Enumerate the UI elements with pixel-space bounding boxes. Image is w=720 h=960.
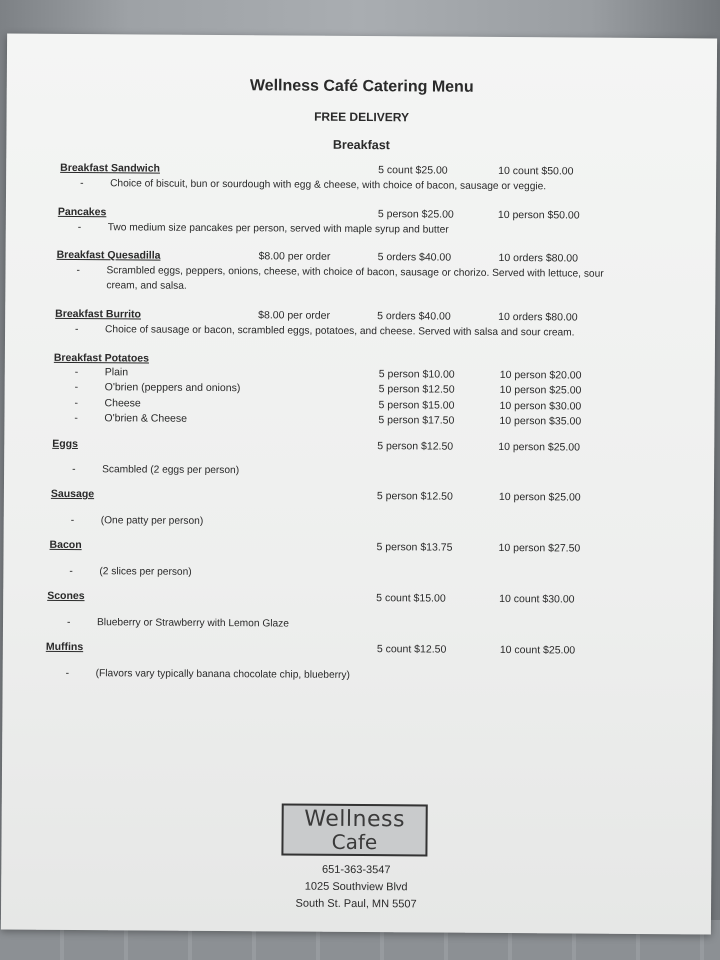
menu-title: Wellness Café Catering Menu — [249, 77, 474, 96]
price-small: 5 person $17.50 — [378, 414, 455, 427]
potato-option-plain: - Plain 5 person $10.00 10 person $20.00 — [74, 366, 582, 382]
menu-item-eggs — [52, 437, 652, 454]
item-name: Scones — [47, 589, 85, 603]
price-small: 5 person $15.00 — [378, 399, 455, 412]
price-per-order: $8.00 per order — [258, 250, 331, 263]
price-large: 10 person $25.00 — [498, 490, 581, 504]
item-name: Muffins — [45, 640, 84, 654]
contact-city: South St. Paul, MN 5507 — [295, 897, 417, 911]
price-large: 10 person $30.00 — [499, 399, 582, 413]
price-large: 10 count $25.00 — [499, 643, 576, 657]
item-name: Breakfast Burrito — [55, 307, 142, 321]
potato-option-obrien-cheese: - O'brien & Cheese 5 person $17.50 10 person $35.00 — [74, 412, 582, 428]
item-name: Breakfast Potatoes — [53, 351, 150, 365]
price-small: 5 count $25.00 — [378, 164, 448, 177]
item-description: - Choice of sausage or bacon, scrambled eggs, potatoes, and cheese. Served with salsa and sour cream. — [75, 324, 575, 339]
price-large: 10 person $25.00 — [499, 383, 582, 397]
price-large: 10 person $25.00 — [498, 440, 581, 454]
item-description: - (One patty per person) — [70, 514, 204, 527]
potato-option-cheese: - Cheese 5 person $15.00 10 person $30.00 — [74, 397, 582, 413]
price-large: 10 person $35.00 — [499, 414, 582, 428]
price-small: 5 count $15.00 — [376, 592, 446, 605]
potato-option-obrien: - O'brien (peppers and onions) 5 person $12.50 10 person $25.00 — [74, 381, 582, 397]
price-large: 10 count $30.00 — [499, 592, 575, 606]
free-delivery-note: FREE DELIVERY — [314, 109, 410, 125]
menu-item-breakfast-potatoes — [54, 352, 149, 365]
price-large: 10 orders $80.00 — [498, 310, 578, 324]
item-description: - Two medium size pancakes per person, served with maple syrup and butter — [77, 222, 449, 236]
wellness-cafe-logo: Wellness Cafe — [281, 803, 427, 856]
price-small: 5 person $25.00 — [377, 208, 454, 221]
item-description: - Blueberry or Strawberry with Lemon Glaze — [66, 616, 290, 630]
item-description: - Scrambled eggs, peppers, onions, cheese, with choice of bacon, sausage or chorizo. Served with lettuce, sour cream, and salsa. — [76, 265, 604, 292]
menu-item-breakfast-quesadilla — [56, 248, 657, 265]
item-description: - Scambled (2 eggs per person) — [72, 463, 240, 477]
item-name: Sausage — [50, 487, 95, 501]
price-small: 5 orders $40.00 — [377, 251, 452, 264]
menu-item-breakfast-sandwich — [60, 161, 660, 178]
price-large: 10 person $50.00 — [497, 208, 580, 222]
section-heading-breakfast: Breakfast — [332, 137, 390, 153]
item-description: - (2 slices per person) — [69, 565, 192, 578]
price-large: 10 count $50.00 — [498, 164, 574, 178]
price-small: 5 person $12.50 — [377, 440, 454, 453]
menu-item-scones — [47, 589, 647, 606]
contact-phone: 651-363-3547 — [321, 863, 391, 877]
price-small: 5 person $10.00 — [378, 368, 455, 381]
price-small: 5 person $12.50 — [376, 490, 453, 503]
item-name: Pancakes — [57, 205, 107, 219]
item-name: Bacon — [49, 538, 82, 552]
item-name: Breakfast Quesadilla — [56, 248, 161, 262]
item-description: - (Flavors vary typically banana chocolate chip, blueberry) — [65, 667, 350, 681]
menu-item-pancakes — [57, 205, 658, 222]
price-large: 10 orders $80.00 — [498, 251, 579, 265]
price-small: 5 count $12.50 — [376, 643, 447, 656]
menu-item-sausage — [50, 487, 651, 504]
price-small: 5 person $12.50 — [378, 383, 455, 396]
price-large: 10 person $20.00 — [499, 368, 582, 382]
price-large: 10 person $27.50 — [498, 541, 581, 555]
price-small: 5 person $13.75 — [376, 541, 453, 554]
menu-item-bacon — [49, 538, 650, 555]
price-small: 5 orders $40.00 — [377, 310, 451, 323]
menu-item-breakfast-burrito — [55, 307, 655, 324]
menu-item-muffins — [45, 640, 646, 657]
price-per-order: $8.00 per order — [258, 309, 331, 322]
contact-street: 1025 Southview Blvd — [304, 880, 408, 894]
item-name: Breakfast Sandwich — [60, 161, 161, 175]
item-description: - Choice of biscuit, bun or sourdough with egg & cheese, with choice of bacon, sausage or veggie. — [80, 178, 547, 193]
menu-sheet — [1, 34, 717, 935]
item-name: Eggs — [52, 437, 78, 451]
